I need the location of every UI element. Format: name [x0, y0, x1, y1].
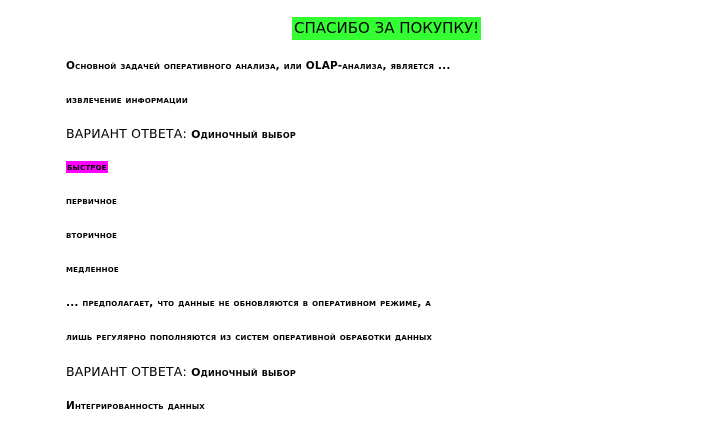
answer-type-label: ВАРИАНТ ОТВЕТА:: [66, 364, 187, 379]
option-data-integration[interactable]: Интегрированность данных: [66, 400, 205, 412]
question-2-answer-type: [66, 364, 296, 379]
answer-type-value: Одиночный выбор: [191, 366, 296, 379]
answer-type-label: ВАРИАНТ ОТВЕТА:: [66, 126, 187, 141]
answer-type-value: Одиночный выбор: [191, 128, 296, 141]
question-2-text-line-2: лишь регулярно пополняются из систем оперативной обработки данных: [66, 331, 433, 343]
question-1-answer-type: [66, 126, 296, 141]
page-title: СПАСИБО ЗА ПОКУПКУ!: [292, 17, 481, 40]
option-secondary[interactable]: вторичное: [66, 229, 118, 241]
option-fast-label: быстрое: [67, 161, 107, 173]
option-fast[interactable]: [66, 161, 108, 173]
option-primary[interactable]: первичное: [66, 195, 118, 207]
question-2-text-line-1: ... предполагает, что данные не обновляются в оперативном режиме, а: [66, 297, 432, 309]
option-slow[interactable]: медленное: [66, 263, 119, 275]
question-1-text: Основной задачей оперативного анализа, или OLAP-анализа, является ...: [66, 60, 451, 72]
question-1-extraction: извлечение информации: [66, 94, 188, 106]
